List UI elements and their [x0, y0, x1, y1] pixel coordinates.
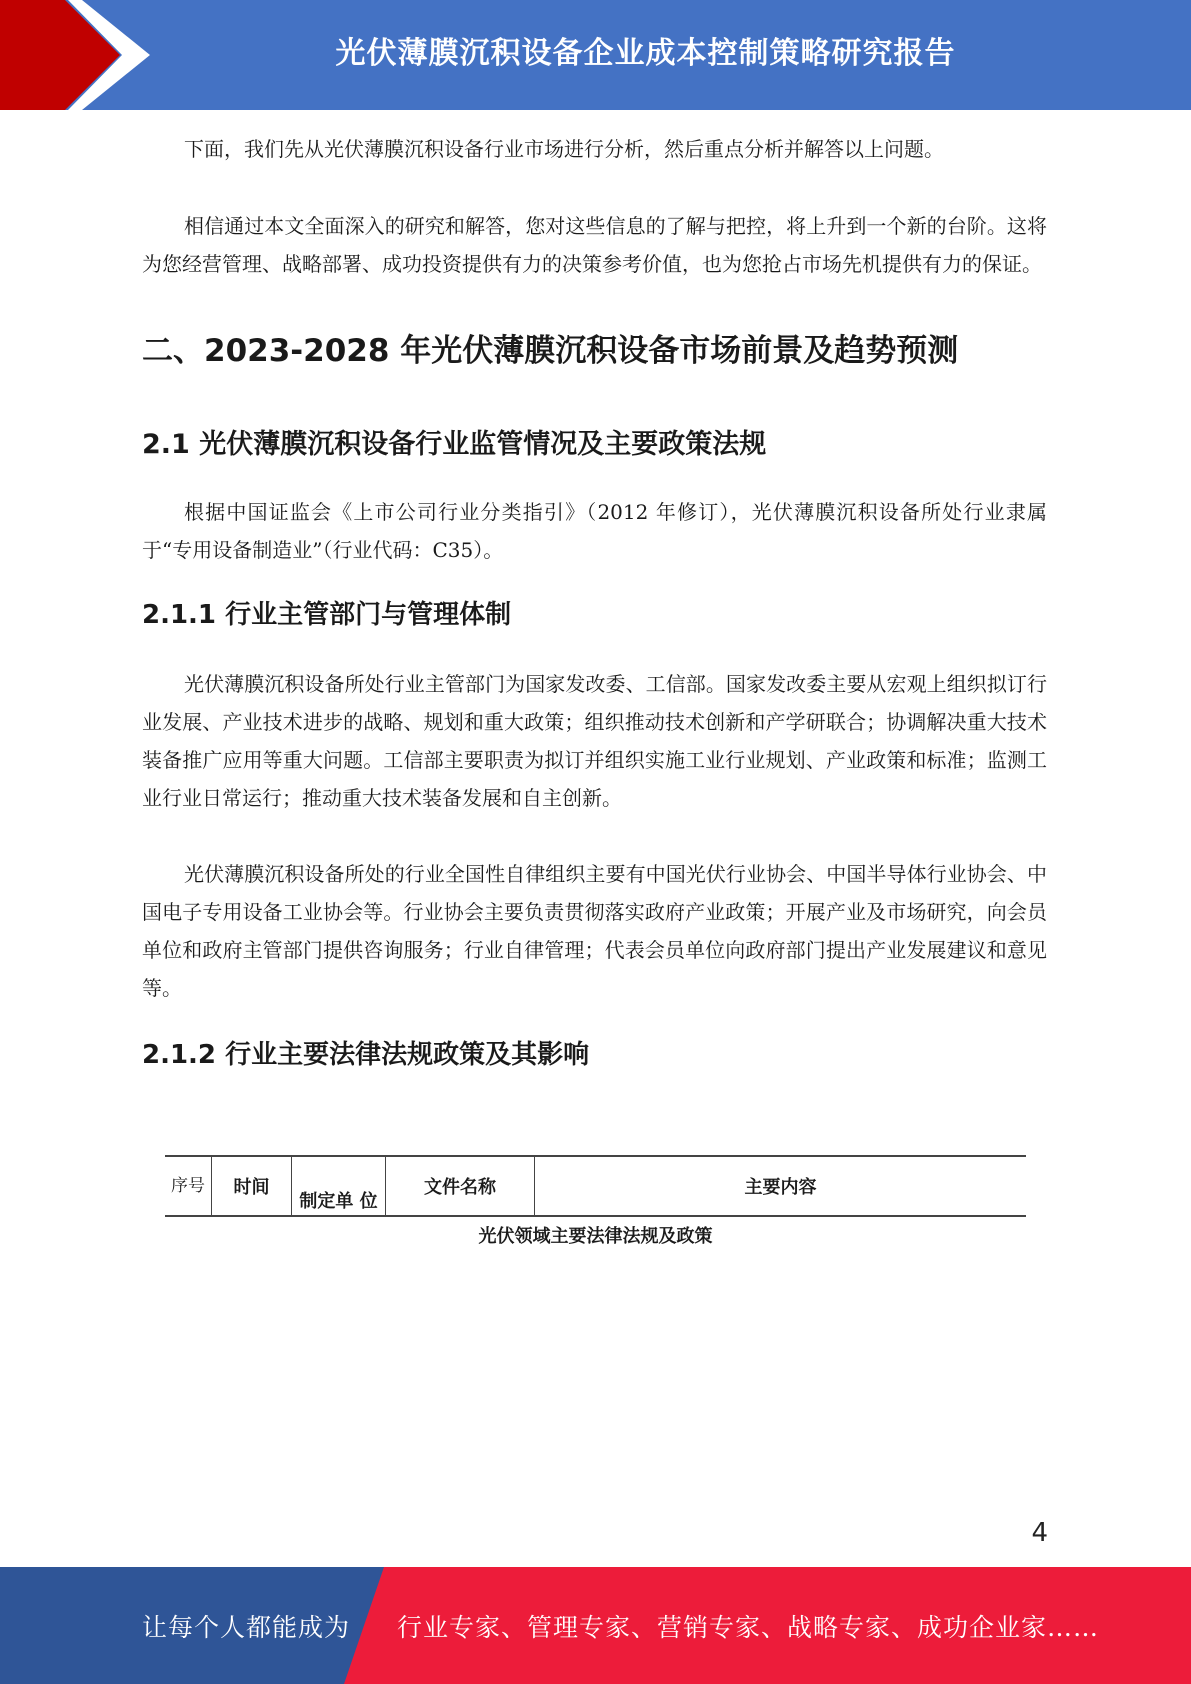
policy-table: [165, 1155, 1026, 1217]
intro-paragraph-1: 下面，我们先从光伏薄膜沉积设备行业市场进行分析，然后重点分析并解答以上问题。: [184, 137, 944, 161]
footer-slogan-right: 行业专家、管理专家、营销专家、战略专家、成功企业家……: [397, 1612, 1100, 1642]
table-header-cell: 主要内容: [535, 1156, 1027, 1216]
header-arrow-decoration: [0, 0, 160, 110]
section-2-1-paragraph: 根据中国证监会《上市公司行业分类指引》（2012 年修订），光伏薄膜沉积设备所处行业隶属于“专用设备制造业”（行业代码：C35）。: [142, 500, 1047, 562]
section-2-1-heading: 2.1 光伏薄膜沉积设备行业监管情况及主要政策法规: [142, 429, 767, 460]
section-2-1-2-heading: 2.1.2 行业主要法律法规政策及其影响: [142, 1040, 590, 1070]
section-2-heading: 二、2023-2028 年光伏薄膜沉积设备市场前景及趋势预测: [142, 333, 959, 369]
footer-slogan-left: 让每个人都能成为: [142, 1612, 351, 1642]
footer-banner: [0, 1567, 1191, 1684]
intro-paragraph-2: 相信通过本文全面深入的研究和解答，您对这些信息的了解与把控，将上升到一个新的台阶。这将为您经营管理、战略部署、成功投资提供有力的决策参考价值，也为您抢占市场先机提供有力的保证。: [142, 214, 1047, 276]
section-2-1-1-heading: 2.1.1 行业主管部门与管理体制: [142, 600, 512, 630]
table-header-row: [165, 1156, 1026, 1216]
section-2-1-1-paragraph-2: 光伏薄膜沉积设备所处的行业全国性自律组织主要有中国光伏行业协会、中国半导体行业协会、中国电子专用设备工业协会等。行业协会主要负责贯彻落实政府产业政策；开展产业及市场研究，向会员单位和政府主管部门提供咨询服务；行业自律管理；代表会员单位向政府部门提出产业发展建议和意见等。: [142, 862, 1047, 1000]
page-number: 4: [1031, 1518, 1048, 1548]
document-title: 光伏薄膜沉积设备企业成本控制策略研究报告: [335, 36, 956, 71]
header-banner: [0, 0, 1191, 110]
table-header-cell: 时间: [212, 1156, 292, 1216]
table-header-cell: 文件名称: [386, 1156, 535, 1216]
table-header-cell: 序号: [165, 1156, 212, 1216]
table-header-cell: 制定单 位: [292, 1156, 386, 1216]
section-2-1-1-paragraph-1: 光伏薄膜沉积设备所处行业主管部门为国家发改委、工信部。国家发改委主要从宏观上组织拟订行业发展、产业技术进步的战略、规划和重大政策；组织推动技术创新和产学研联合；协调解决重大技术装备推广应用等重大问题。工信部主要职责为拟订并组织实施工业行业规划、产业政策和标准；监测工业行业日常运行；推动重大技术装备发展和自主创新。: [142, 672, 1047, 810]
main-content: [142, 130, 1047, 1071]
table-caption: 光伏领域主要法律法规及政策: [478, 1226, 713, 1247]
